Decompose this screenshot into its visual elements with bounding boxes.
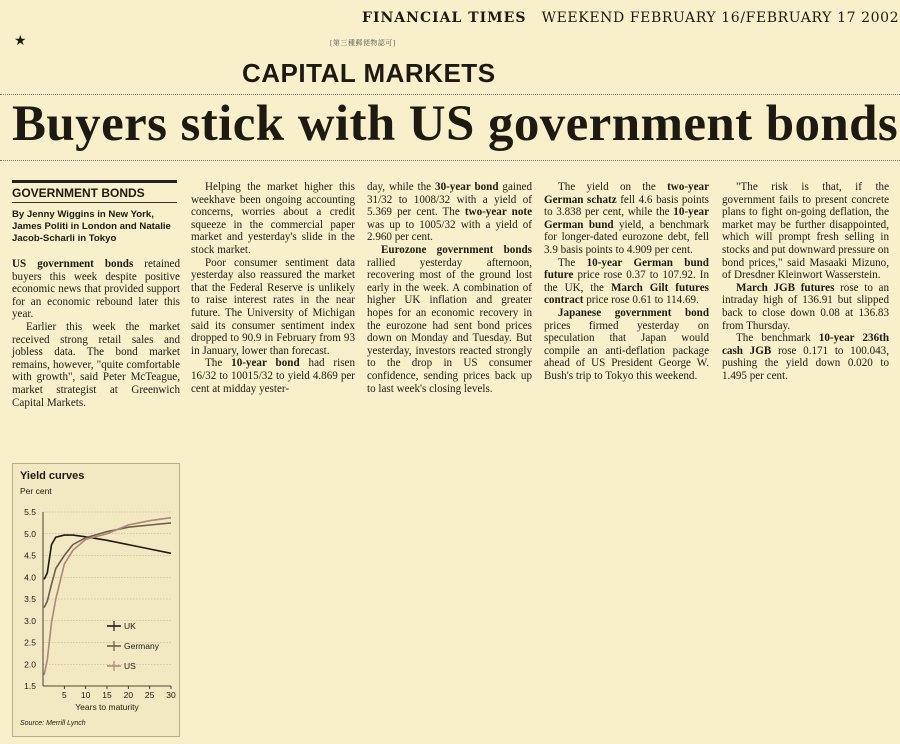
- article-column-5: [722, 181, 889, 383]
- x-tick-label: 5: [61, 690, 67, 700]
- headline-divider: [0, 160, 900, 161]
- lead-in: US government bonds: [12, 258, 134, 270]
- paragraph: day, while the 30-year bond gained 31/32 to 1008/32 with a yield of 5.369 per cent. The two-year note was up to 1005/32 with a yield of 2.960 per cent.: [367, 181, 533, 244]
- y-tick-label: 5.5: [24, 507, 36, 517]
- section-divider: [0, 94, 900, 95]
- paragraph: US government bonds retained buyers this week despite positive economic news that provided support for an economic rebound later this year.: [12, 258, 180, 321]
- y-tick-label: 2.0: [24, 659, 36, 670]
- legend-label: UK: [124, 621, 136, 631]
- x-tick-label: 10: [80, 690, 91, 700]
- kicker-rule: [12, 180, 177, 183]
- article-column-2: [191, 181, 355, 395]
- section-title: CAPITAL MARKETS: [242, 58, 496, 88]
- paragraph: The 10-year German bund future price rose 0.37 to 107.92. In the UK, the March Gilt futures contract price rose 0.61 to 114.69.: [544, 256, 709, 307]
- kicker: GOVERNMENT BONDS: [12, 186, 145, 200]
- lead-in: Eurozone government bonds: [381, 243, 532, 256]
- legend-label: US: [124, 661, 136, 671]
- y-tick-label: 1.5: [24, 681, 36, 691]
- kicker-underline: [12, 202, 177, 203]
- star-icon: ★: [14, 34, 27, 49]
- postal-licence-note: [第三種郵便物認可]: [330, 39, 396, 47]
- x-tick-label: 25: [144, 690, 155, 700]
- paragraph: Japanese government bond prices firmed yesterday on speculation that Japan would compile an anti-deflation package ahead of US President George W. Bush's trip to Tokyo this weekend.: [544, 306, 709, 382]
- yield-curves-chart: [12, 463, 180, 737]
- lead-in: March JGB futures: [736, 281, 835, 294]
- chart-title: Yield curves: [20, 470, 85, 482]
- fraction: 15/32: [247, 369, 273, 382]
- paragraph: The benchmark 10-year 236th cash JGB rose 0.171 to 100.043, pushing the yield down 0.020 to 1.495 per cent.: [722, 332, 890, 382]
- newspaper-name: FINANCIAL TIMES: [362, 10, 527, 26]
- paragraph: Eurozone government bonds rallied yesterday afternoon, recovering most of the ground lost early in the week. A combination of higher UK inflation and greater hopes for an economic recovery in the eurozone had sent bond prices down on Monday and Tuesday. But yesterday, investors reacted strongly to the drop in US consumer confidence, sending prices back up to last week's closing levels.: [367, 243, 532, 395]
- series-line-us: [44, 518, 171, 675]
- fraction: 16/32: [191, 369, 217, 382]
- paragraph: Earlier this week the market received strong retail sales and jobless data. The bond market remains, however, "quite comfortable with growth", said Peter McTeague, market strategist at Greenwich Capital Markets.: [12, 320, 180, 409]
- y-tick-label: 4.5: [24, 550, 36, 561]
- fraction: 31/32: [367, 193, 393, 206]
- paragraph: Poor consumer sentiment data yesterday also reassured the market that the Federal Reserve is unlikely to raise interest rates in the near future. The University of Michigan said its consumer sentiment index dropped to 90.9 in February from 93 in January, lower than forecast.: [191, 256, 355, 357]
- paragraph: Helping the market higher this weekhave been ongoing accounting concerns, worries about a credit squeeze in the commercial paper market and yesterday's slide in the stock market.: [191, 181, 355, 256]
- legend-label: Germany: [124, 641, 159, 651]
- headline: Buyers stick with US government bonds: [12, 96, 899, 152]
- masthead: [362, 10, 899, 26]
- chart-y-axis-label: Per cent: [20, 486, 52, 496]
- paragraph: The yield on the two-year German schatz fell 4.6 basis points to 3.838 per cent, while the 10-year German bund yield, a benchmark for longer-dated eurozone debt, fell 3.9 basis points to 4.909 per cent.: [544, 181, 709, 256]
- lead-in: Japanese government bond: [558, 306, 709, 319]
- x-tick-label: 30: [166, 690, 176, 700]
- article-column-3: [367, 181, 532, 395]
- x-tick-label: 20: [123, 690, 134, 700]
- article-column-4: [544, 181, 709, 383]
- y-tick-label: 3.0: [24, 615, 36, 626]
- paragraph: March JGB futures rose to an intraday high of 136.91 but slipped back to close down 0.08 at 136.83 from Thursday.: [722, 281, 890, 332]
- chart-plot: [13, 464, 179, 736]
- x-axis-label: Years to maturity: [75, 702, 139, 712]
- y-tick-label: 4.0: [24, 572, 36, 583]
- paragraph: The 10-year bond had risen 16/32 to 10015/32 to yield 4.869 per cent at midday yester-: [191, 357, 355, 395]
- y-tick-label: 5.0: [24, 528, 36, 539]
- y-tick-label: 3.5: [24, 594, 36, 604]
- byline: By Jenny Wiggins in New York, James Politi in London and Natalie Jacob-Scharli in Tokyo: [12, 209, 171, 244]
- x-tick-label: 15: [102, 690, 112, 700]
- chart-source: Source: Merrill Lynch: [20, 720, 86, 727]
- issue-date: WEEKEND FEBRUARY 16/FEBRUARY 17 2002: [541, 10, 900, 26]
- article-column-1: [12, 258, 180, 409]
- paragraph: "The risk is that, if the government fails to present concrete plans to fight on-going deflation, the market may be further disappointed, which will prompt fresh selling in stocks and put downward pressure on bond prices," said Masaaki Mizuno, of Dresdner Kleinwort Wasserstein.: [722, 181, 889, 282]
- fraction: 8/32: [430, 193, 451, 206]
- y-tick-label: 2.5: [24, 637, 36, 648]
- fraction: 5/32: [435, 218, 456, 231]
